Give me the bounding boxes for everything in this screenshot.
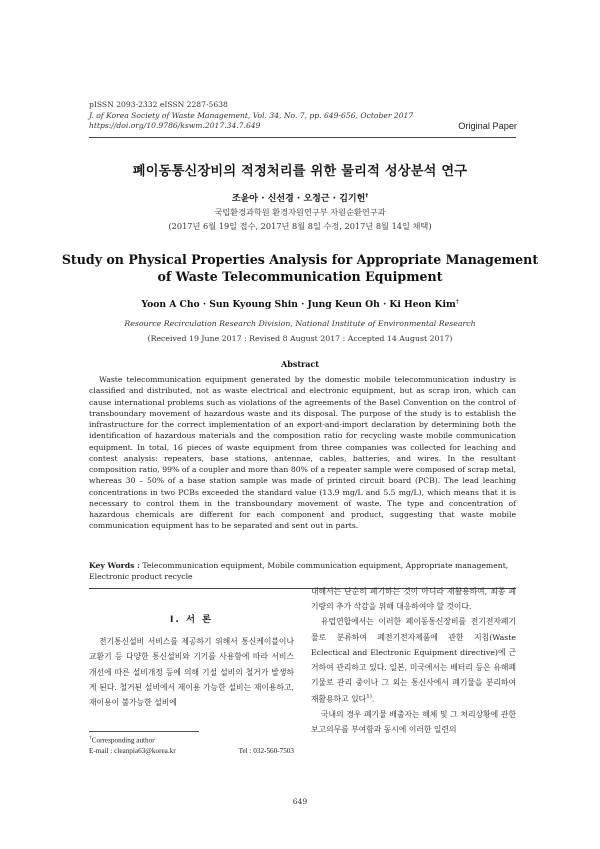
korean-affiliation: 국립환경과학원 환경자원연구부 자원순환연구과 [214,207,386,217]
footnote-label: Corresponding author [91,736,155,745]
right-column [311,584,516,738]
english-authors [0,299,600,310]
footnote-mark: † [89,735,92,741]
journal-meta [89,100,413,132]
issn-line: pISSN 2093-2332 eISSN 2287-5638 [89,100,228,109]
korean-authors [0,191,600,204]
footnote-tel: Tel : 032-560-7503 [238,746,294,755]
korean-title: 폐이동통신장비의 적정처리를 위한 물리적 성상분석 연구 [132,164,468,179]
reference-mark: 1) [366,694,372,701]
paper-type-label: Original Paper [458,121,517,131]
korean-author-mark: † [365,193,369,199]
page-number: 649 [292,797,308,806]
right-paragraph-1: 대해서는 단순히 폐기하는 것이 아니라 재활용하여, 최종 폐기량의 추가 삭감을 위해 대응하여야 할 것이다. [311,587,516,612]
footnote-contact-line [89,746,294,757]
english-title-line2: of Waste Telecommunication Equipment [157,269,443,284]
english-affiliation: Resource Recirculation Research Division, National Institute of Environmental Research [124,319,476,328]
section-heading-introduction: I. 서 론 [169,614,214,625]
abstract-heading: Abstract [281,359,319,369]
left-paragraph: 전기통신설비 서비스를 제공하기 위해서 통신케이블이나 교환기 등 다양한 통신설비와 기기를 사용함에 따라 서비스 개선에 따른 설비개정 등에 의해 기설 설비의 철거가 발생하게 된다. 철거된 설비에서 재이용 가능한 설비는 재이용하고, 재이용이 불가능한 설비에 [89,637,294,708]
keywords [89,560,516,583]
right-paragraph-3: 국내의 경우 폐기물 배출자는 해체 및 그 처리상황에 관한 보고의무를 부여함과 동시에 이러한 일련의 [311,710,516,735]
right-paragraph-2 [311,614,516,707]
journal-citation: J. of Korea Society of Waste Management, Vol. 34, No. 7, pp. 649-656, October 2017 [89,110,414,120]
english-dates: (Received 19 June 2017 : Revised 8 August 2017 : Accepted 14 August 2017) [147,334,453,343]
footnote-rule [89,731,199,732]
right-paragraph-2-text: 유럽연합에서는 이러한 폐이동통신장비를 전기전자폐기물로 분류하여 폐전기전자제품에 관한 지침(Waste Eclectical and Electronic Equipment directive)에 근거하여 관리하고 있다. 일본, 미국에서는 배터리 등은 유해폐기물로 관리 중이나 그 외는 통신사에서 폐기물을 분리하여 재활용하고 있다 [311,617,516,705]
keywords-text: Telecommunication equipment, Mobile communication equipment, Appropriate management, Electronic product recycle [89,561,509,582]
header-rule [89,137,516,138]
left-column [89,612,294,710]
english-author-mark: † [455,299,459,305]
keywords-label: Key Words : [89,561,140,570]
footnote-label-line [89,733,294,746]
english-title [0,251,600,285]
korean-dates: (2017년 6월 19일 접수, 2017년 8월 8일 수정, 2017년 8월 14일 채택) [168,221,432,231]
footnote-email[interactable]: E-mail : cleanpia63@korea.kr [89,746,176,755]
corresponding-author-footnote [89,733,294,756]
korean-authors-names: 조윤아 · 신선경 · 오정근 · 김기헌 [231,194,366,204]
right-paragraph-2-end: . [371,695,375,705]
english-title-line1: Study on Physical Properties Analysis for Appropriate Management [61,252,539,267]
doi-link[interactable]: https://doi.org/10.9786/kswm.2017.34.7.649 [89,121,261,131]
abstract-text: Waste telecommunication equipment generated by the domestic mobile telecommunication industry is classified and distributed, not as waste electrical and electronic equipment, but as scrap iron, which can cause international problems such as violations of the agreements of the Basel Convention on the control of transboundary movement of hazardous waste and its disposal. The purpose of the study is to establish the infrastructure for the correct implementation of an export-and-import declaration by determining both the identification of hazardous materials and the composition ratio for recycling waste mobile communication equipment. In total, 16 pieces of waste equipment from three companies was collected for leaching and contest analysis: repeaters, base stations, antennae, cables, batteries, and wires. In the resultant composition ratio, 99% of a coupler and more than 80% of a repeater sample were composed of scrap metal, whereas 30 – 50% of a base station sample was made of printed circuit board (PCB). The lead leaching concentrations in two PCBs exceeded the standard value (13.9 mg/L and 5.5 mg/L), which means that it is necessary to control them in the transboundary movement of waste. The type and concentration of hazardous chemicals are different for each component and product, suggesting that waste mobile communication equipment has to be separated and sent out in parts. [89,375,516,531]
english-authors-names: Yoon A Cho · Sun Kyoung Shin · Jung Keun Oh · Ki Heon Kim [141,299,456,311]
